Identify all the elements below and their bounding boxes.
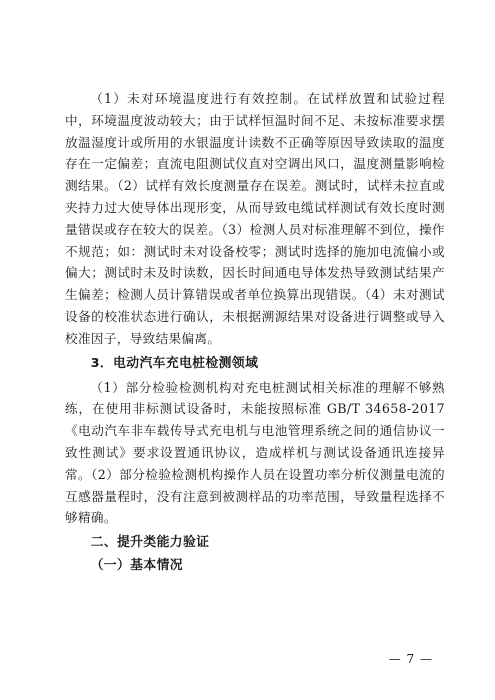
major-heading-improvement: 二、提升类能力验证: [90, 535, 210, 551]
section-heading-ev-charging: 3．电动汽车充电桩检测领域: [90, 355, 259, 371]
minor-heading-basic-info: （一）基本情况: [90, 558, 183, 574]
paragraph-error-analysis: （1）未对环境温度进行有效控制。在试样放置和试验过程中，环境温度波动较大；由于试样恒温时间不足、未按标准要求摆放温湿度计或所用的水银温度计读数不正确等原因导致读取的温度存在一定偏差；直流电阻测试仪直对空调出风口，温度测量影响检测结果。（2）试样有效长度测量存在误差。测试时，试样未拉直或夹持力过大使导体出现形变，从而导致电缆试样测试有效长度时测量错误或存在较大的误差。（3）检测人员对标准理解不到位，操作不规范；如：测试时未对设备校零；测试时选择的施加电流偏小或偏大；测试时未及时读数，因长时间通电导体发热导致测试结果产生偏差；检测人员计算错误或者单位换算出现错误。（4）未对测试设备的校准状态进行确认，未根据溯源结果对设备进行调整或导入校准因子，导致结果偏离。: [65, 91, 445, 346]
paragraph-ev-charging: （1）部分检验检测机构对充电桩测试相关标准的理解不够熟练，在使用非标测试设备时，未能按照标准 GB/T 34658-2017《电动汽车非车载传导式充电机与电池管理系统之间的通信协议一致性测试》要求设置通讯协议，造成样机与测试设备通讯连接异常。（2）部分检验检测机构操作人员在设置功率分析仪测量电流的互感器量程时，没有注意到被测样品的功率范围，导致量程选择不够精确。: [65, 379, 445, 526]
page-number: — 7 —: [388, 652, 433, 666]
page-content: [65, 88, 445, 577]
